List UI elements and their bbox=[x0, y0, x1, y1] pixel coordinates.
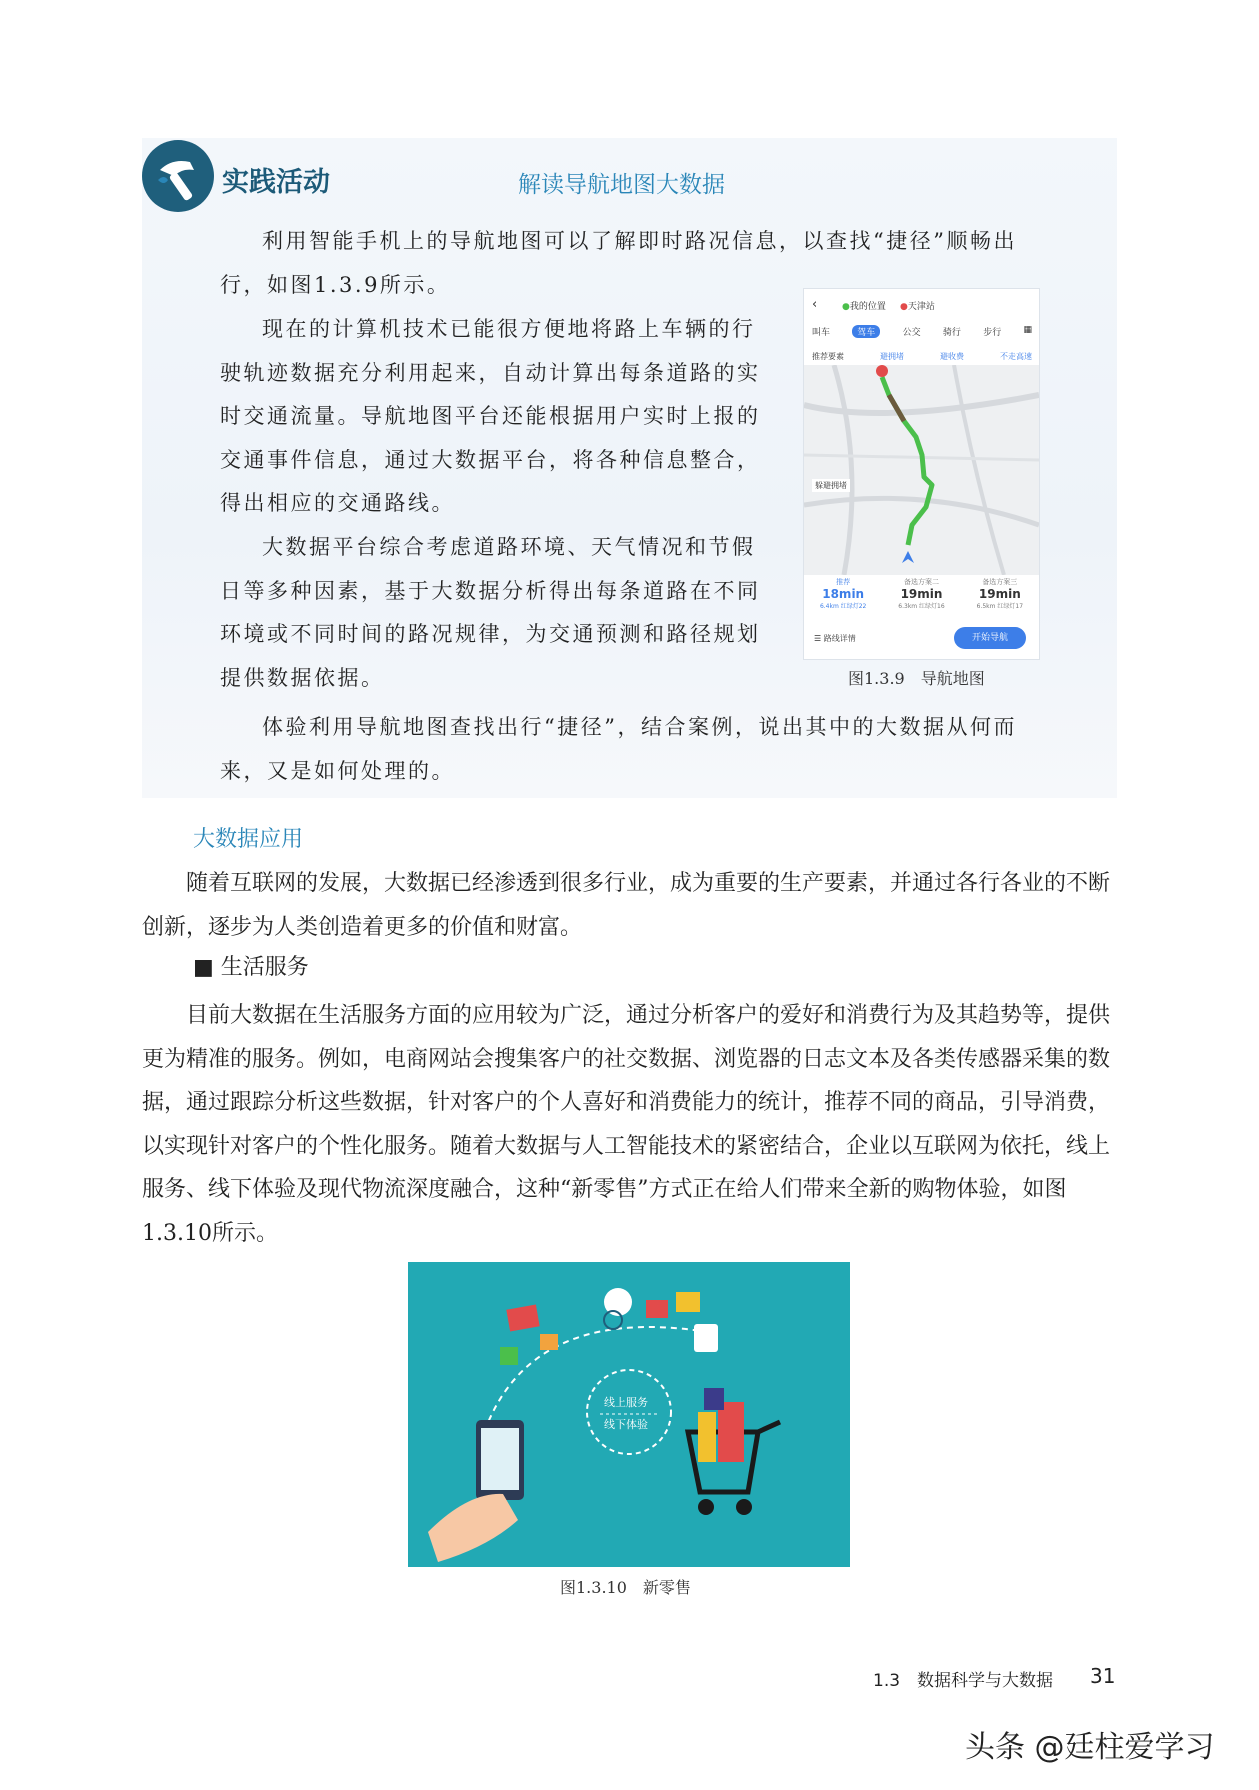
sub-heading: ■ 生活服务 bbox=[193, 955, 309, 980]
body-paragraph-2: 目前大数据在生活服务方面的应用较为广泛，通过分析客户的爱好和消费行为及其趋势等，提供更为精准的服务。例如，电商网站会搜集客户的社交数据、浏览器的日志文本及各类传感器采集的数据，通过跟踪分析这些数据，针对客户的个人喜好和消费能力的统计，推荐不同的商品，引导消费，以实现针对客户的个性化服务。随着大数据与人工智能技术的紧密结合，企业以互联网为依托，线上服务、线下体验及现代物流深度融合，这种“新零售”方式正在给人们带来全新的购物体验，如图1.3.10所示。 bbox=[142, 1003, 1111, 1246]
practice-paragraph-4: 体验利用导航地图查找出行“捷径”，结合案例，说出其中的大数据从何而来，又是如何处理的。 bbox=[220, 715, 1017, 783]
page-number: 31 bbox=[1090, 1664, 1116, 1688]
practice-paragraph-1: 利用智能手机上的导航地图可以了解即时路况信息，以查找“捷径”顺畅出行，如图1.3.9所示。 bbox=[220, 229, 1017, 297]
destination-pin-icon bbox=[876, 365, 888, 377]
frame-icon bbox=[676, 1292, 700, 1312]
nav-map-caption: 图1.3.9 导航地图 bbox=[848, 669, 985, 688]
start-navigation-button[interactable]: 开始导航 bbox=[954, 627, 1026, 649]
shirt-icon bbox=[646, 1300, 668, 1318]
back-icon: ‹ bbox=[812, 297, 818, 312]
practice-paragraph-2: 现在的计算机技术已能很方便地将路上车辆的行驶轨迹数据充分利用起来，自动计算出每条道路的实时交通流量。导航地图平台还能根据用户实时上报的交通事件信息，通过大数据平台，将各种信息整合，得出相应的交通路线。 bbox=[220, 317, 761, 515]
option-recommend[interactable]: 推荐要素 bbox=[812, 352, 844, 361]
route-to: ●天津站 bbox=[900, 302, 935, 312]
option-avoid-jam[interactable]: 避拥堵 bbox=[880, 352, 904, 361]
option-avoid-toll[interactable]: 避收费 bbox=[940, 352, 964, 361]
route-from: ●我的位置 bbox=[842, 302, 886, 312]
practice-title: 解读导航地图大数据 bbox=[518, 172, 725, 198]
mode-bus[interactable]: 公交 bbox=[902, 328, 921, 338]
route-option-2[interactable]: 备选方案二 19min 6.3km 红绿灯16 bbox=[898, 578, 945, 610]
hammer-icon bbox=[142, 140, 214, 212]
mode-drive[interactable]: 驾车 bbox=[852, 325, 880, 338]
route-option-1[interactable]: 推荐 18min 6.4km 红绿灯22 bbox=[819, 578, 867, 610]
bag-icon bbox=[540, 1334, 558, 1350]
apple-icon bbox=[500, 1347, 518, 1365]
practice-label: 实践活动 bbox=[222, 167, 330, 198]
route-option-3[interactable]: 备选方案三 19min 6.5km 红绿灯17 bbox=[976, 578, 1024, 610]
offline-experience-label: 线下体验 bbox=[604, 1418, 648, 1431]
map-area[interactable] bbox=[804, 365, 1039, 575]
retail-caption: 图1.3.10 新零售 bbox=[560, 1578, 691, 1597]
mode-bike[interactable]: 骑行 bbox=[942, 328, 961, 338]
report-button[interactable]: 躲避拥堵 bbox=[812, 479, 850, 492]
route-details-link[interactable]: ☰ 路线详情 bbox=[814, 634, 856, 643]
navigation-map-screenshot bbox=[803, 288, 1040, 660]
mode-walk[interactable]: 步行 bbox=[983, 328, 1002, 338]
new-retail-illustration bbox=[408, 1262, 850, 1567]
grid-icon[interactable]: ▦ bbox=[1023, 325, 1032, 335]
online-service-label: 线上服务 bbox=[604, 1396, 648, 1409]
running-footer: 1.3 数据科学与大数据 bbox=[873, 1671, 1054, 1691]
option-no-highway[interactable]: 不走高速 bbox=[1000, 352, 1032, 361]
practice-paragraph-3: 大数据平台综合考虑道路环境、天气情况和节假日等多种因素，基于大数据分析得出每条道路在不同环境或不同时间的路况规律，为交通预测和路径规划提供数据依据。 bbox=[220, 535, 761, 690]
body-paragraph-1: 随着互联网的发展，大数据已经渗透到很多行业，成为重要的生产要素，并通过各行各业的不断创新，逐步为人类创造着更多的价值和财富。 bbox=[142, 871, 1111, 940]
mode-taxi[interactable]: 叫车 bbox=[812, 328, 831, 338]
section-heading: 大数据应用 bbox=[193, 827, 304, 852]
watermark: 头条 @廷柱爱学习 bbox=[965, 1730, 1215, 1765]
washer-icon bbox=[694, 1324, 718, 1352]
